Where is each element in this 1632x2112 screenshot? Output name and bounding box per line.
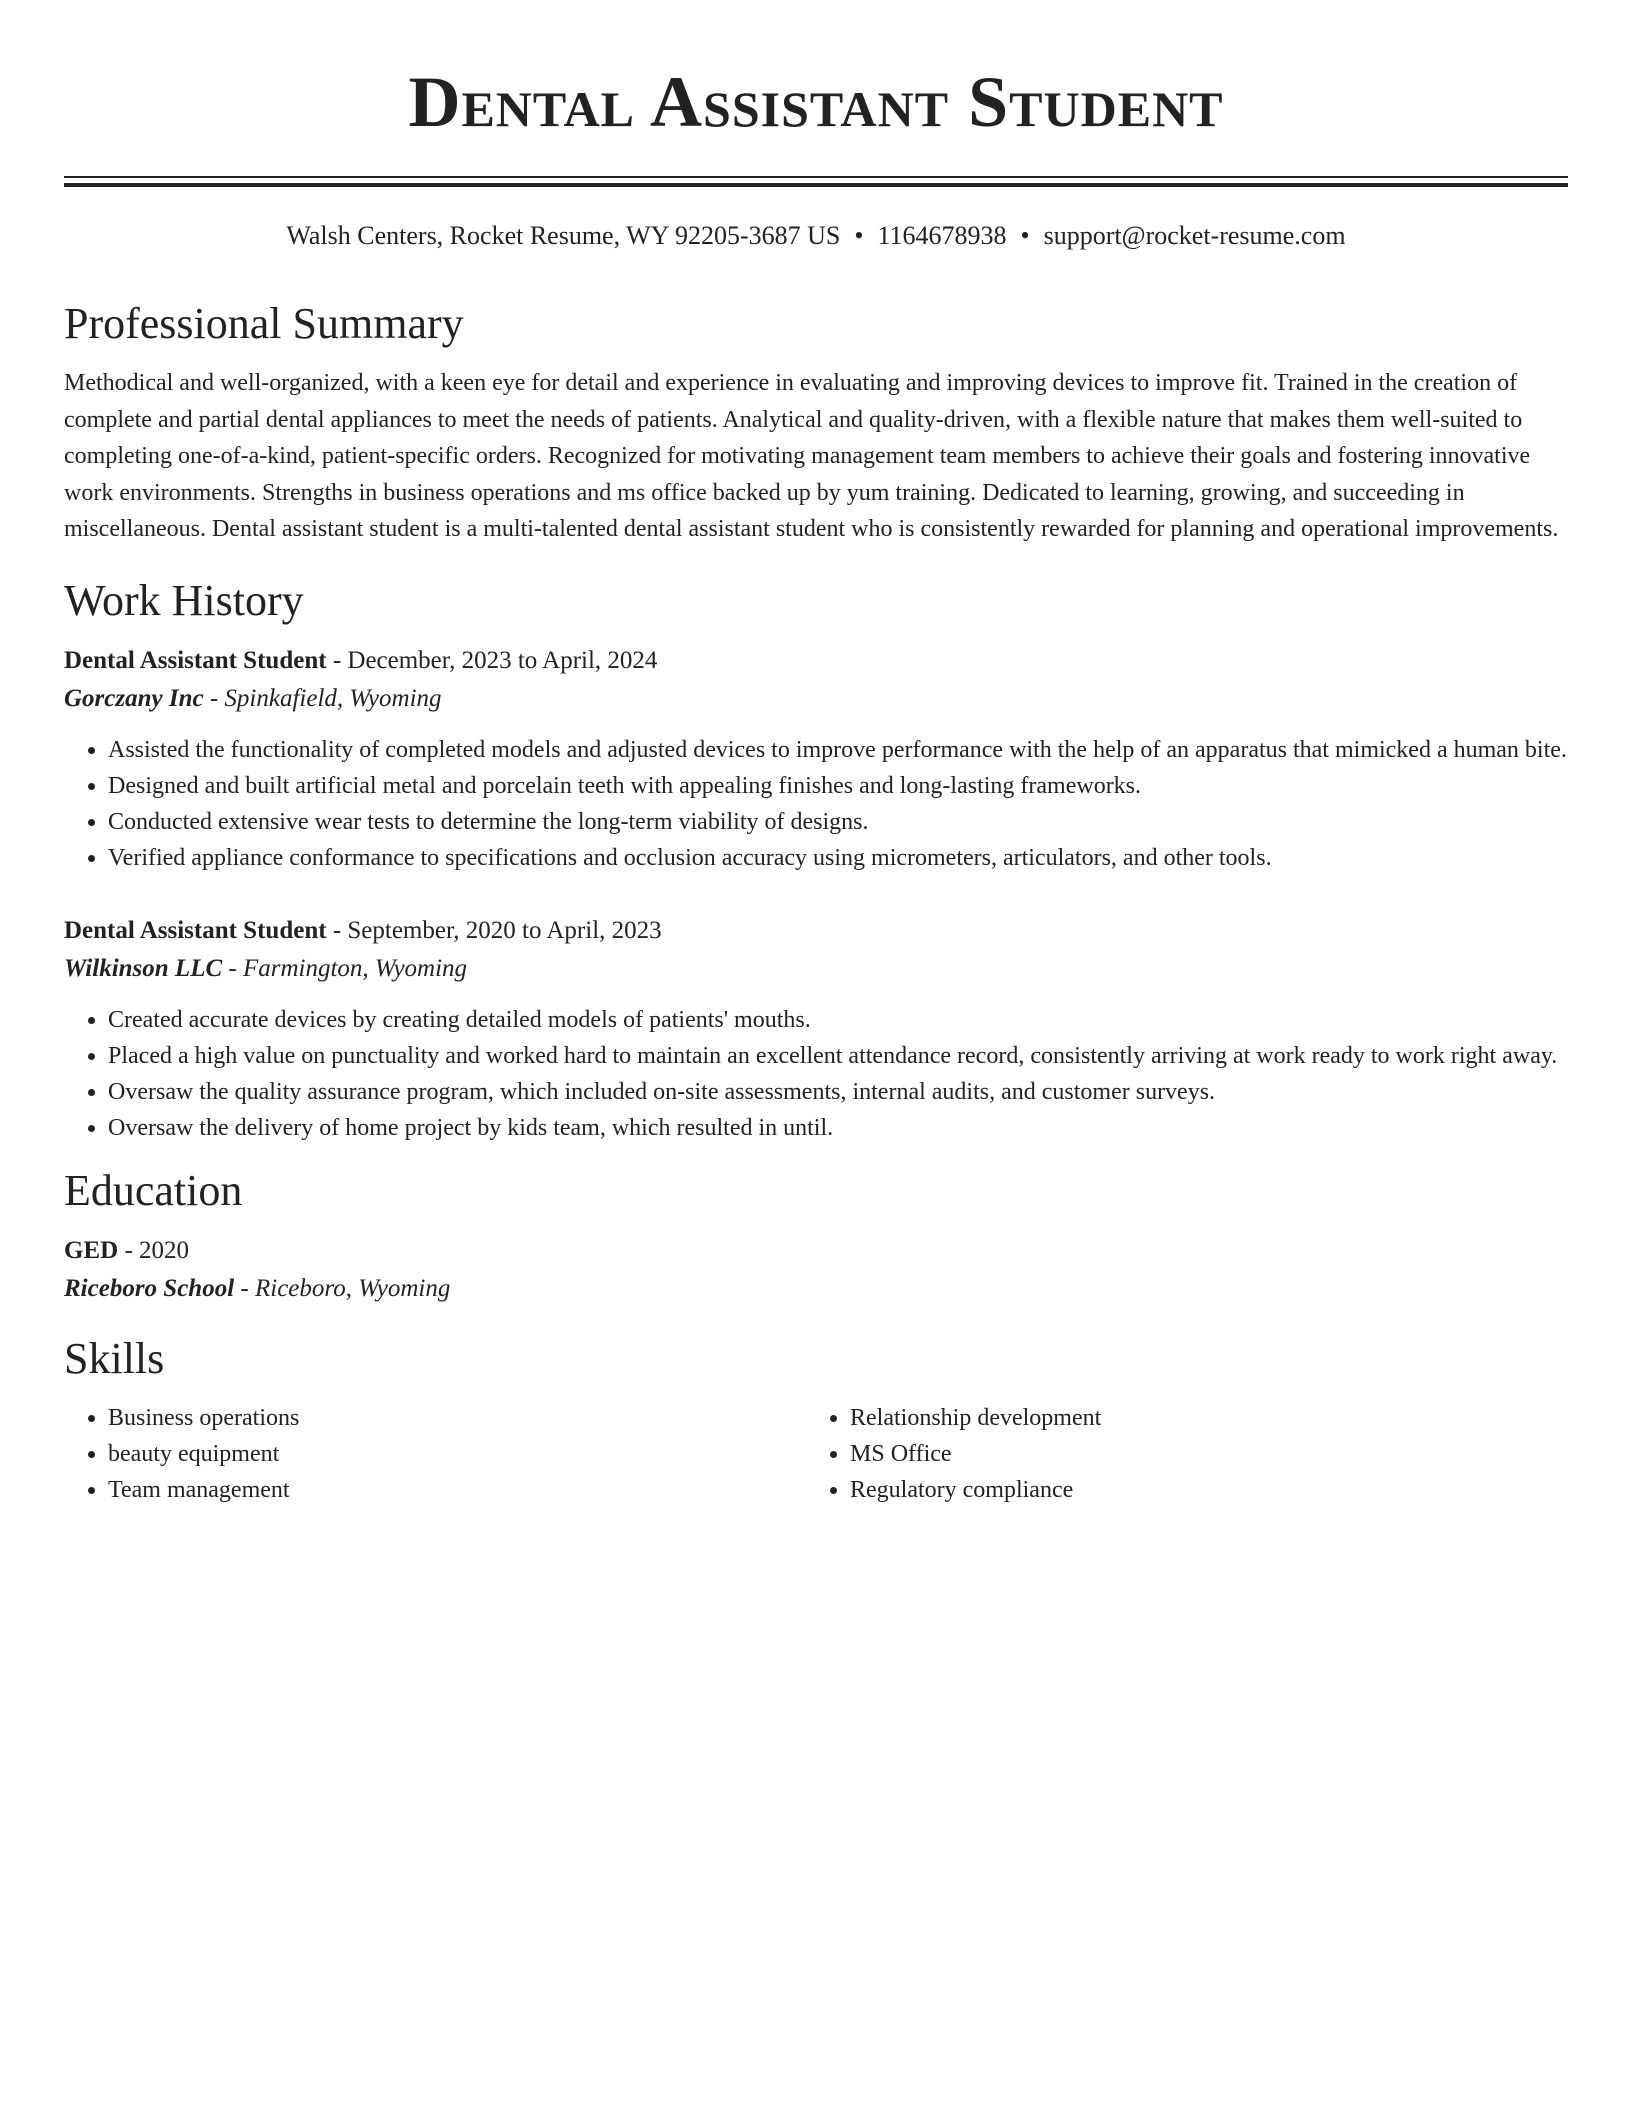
list-item: • Oversaw the quality assurance program, which included on-site assessments, internal audits, and customer surveys. xyxy=(108,1074,1568,1110)
contact-separator: • xyxy=(854,221,864,250)
list-item: • Conducted extensive wear tests to determine the long-term viability of designs. xyxy=(108,804,1568,840)
job-title-line xyxy=(64,642,1568,680)
job-dates: - December, 2023 to April, 2024 xyxy=(326,646,658,674)
job-dates: - September, 2020 to April, 2023 xyxy=(326,916,662,944)
job-company: Gorczany Inc xyxy=(64,684,204,712)
education-degree: GED xyxy=(64,1236,119,1264)
list-item: • Verified appliance conformance to specifications and occlusion accuracy using micrometers, articulators, and other tools. xyxy=(108,840,1568,876)
list-item: • Created accurate devices by creating detailed models of patients' mouths. xyxy=(108,1002,1568,1038)
skills-columns xyxy=(64,1400,1568,1508)
job-place-line xyxy=(64,680,1568,718)
job-company: Wilkinson LLC xyxy=(64,954,223,982)
skills-list-right xyxy=(806,1400,1548,1508)
summary-text: Methodical and well-organized, with a keen eye for detail and experience in evaluating and improving devices to improve fit. Trained in the creation of complete and partial dental appliances to meet the needs of patients. Analytical and quality-driven, with a flexible nature that makes them well-suited to completing one-of-a-kind, patient-specific orders. Recognized for motivating management team members to achieve their goals and fostering innovative work environments. Strengths in business operations and ms office backed up by yum training. Dedicated to learning, growing, and succeeding in miscellaneous. Dental assistant student is a multi-talented dental assistant student who is consistently rewarded for planning and operational improvements. xyxy=(64,370,1559,542)
skill-item: • Team management xyxy=(108,1472,806,1508)
education-year: - 2020 xyxy=(118,1236,190,1264)
list-item: • Designed and built artificial metal and porcelain teeth with appealing finishes and long-lasting frameworks. xyxy=(108,768,1568,804)
list-item: • Assisted the functionality of completed models and adjusted devices to improve performance with the help of an apparatus that mimicked a human bite. xyxy=(108,732,1568,768)
skill-item: • Regulatory compliance xyxy=(850,1472,1548,1508)
contact-line xyxy=(64,219,1568,253)
education-degree-line xyxy=(64,1232,1568,1270)
job-bullets xyxy=(64,1002,1568,1146)
list-item: • Oversaw the delivery of home project by kids team, which resulted in until. xyxy=(108,1110,1568,1146)
skill-item: • Business operations xyxy=(108,1400,806,1436)
work-history-heading: Work History xyxy=(64,575,304,625)
education-heading: Education xyxy=(64,1165,243,1215)
contact-separator: • xyxy=(1020,221,1030,250)
skills-heading: Skills xyxy=(64,1333,165,1383)
job-location: - Farmington, Wyoming xyxy=(222,954,468,982)
job-entry xyxy=(64,912,1568,1146)
job-place-line xyxy=(64,950,1568,988)
job-title-line xyxy=(64,912,1568,950)
education-school: Riceboro School xyxy=(64,1274,235,1302)
skill-item: • MS Office xyxy=(850,1436,1548,1472)
job-role: Dental Assistant Student xyxy=(64,916,327,944)
contact-phone: 1164678938 xyxy=(877,221,1007,250)
summary-heading: Professional Summary xyxy=(64,299,464,348)
list-item: • Placed a high value on punctuality and worked hard to maintain an excellent attendance record, consistently arriving at work ready to work right away. xyxy=(108,1038,1568,1074)
skill-item: • beauty equipment xyxy=(108,1436,806,1472)
education-school-line xyxy=(64,1270,1568,1308)
education-location: - Riceboro, Wyoming xyxy=(234,1274,451,1302)
resume-name: Dental Assistant Student xyxy=(408,62,1224,142)
contact-email: support@rocket-resume.com xyxy=(1043,221,1346,250)
skill-item: • Relationship development xyxy=(850,1400,1548,1436)
contact-address: Walsh Centers, Rocket Resume, WY 92205-3687 US xyxy=(286,221,841,250)
job-location: - Spinkafield, Wyoming xyxy=(203,684,442,712)
header-divider xyxy=(64,176,1568,187)
job-role: Dental Assistant Student xyxy=(64,646,327,674)
job-bullets xyxy=(64,732,1568,876)
skills-list-left xyxy=(64,1400,806,1508)
job-entry xyxy=(64,642,1568,876)
